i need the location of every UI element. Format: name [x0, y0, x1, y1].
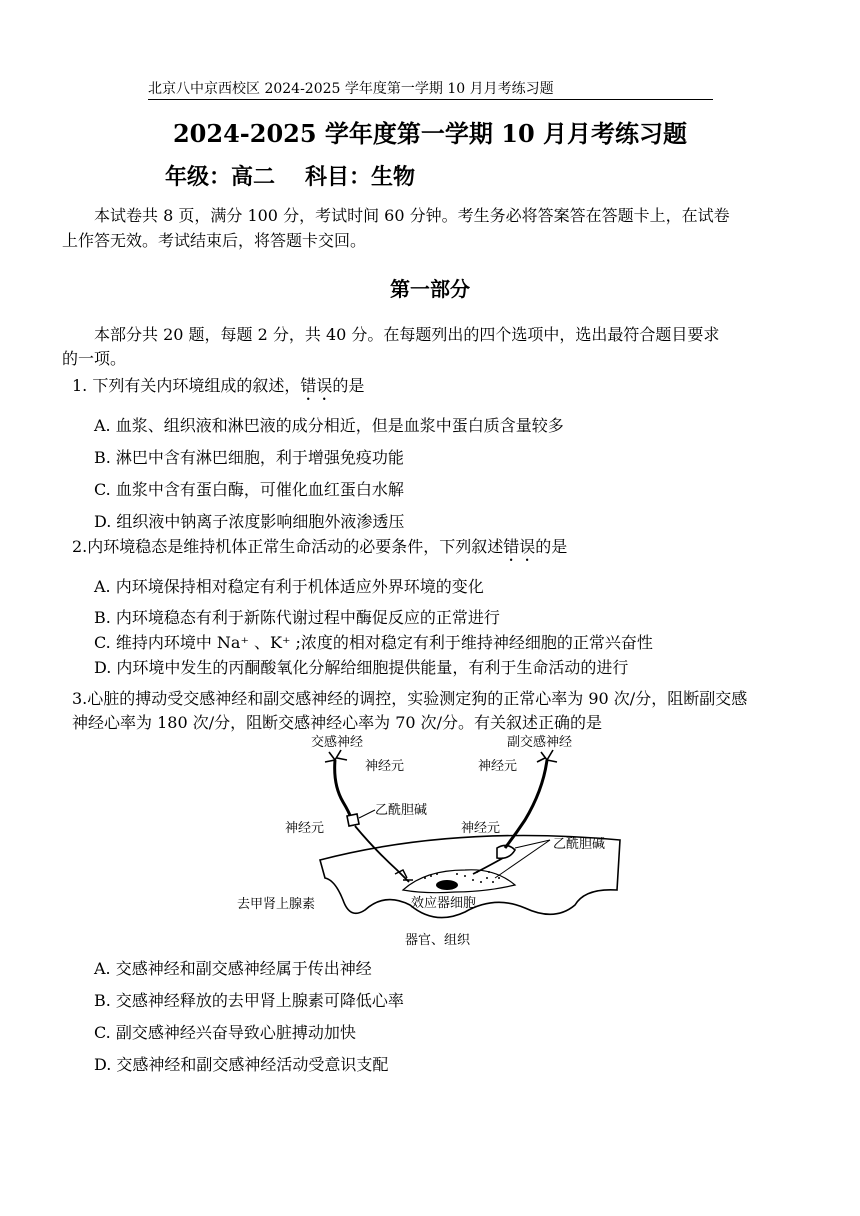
question-1-option-c: C. 血浆中含有蛋白酶，可催化血红蛋白水解	[94, 480, 404, 499]
label-neuron-mid-right: 神经元	[461, 821, 501, 836]
question-3-stem-line-1: 3.心脏的搏动受交感神经和副交感神经的调控，实验测定狗的正常心率为 90 次/分，阻断副交感	[72, 689, 748, 708]
question-3-option-d: D. 交感神经和副交感神经活动受意识支配	[94, 1055, 389, 1074]
question-1-stem: 1. 下列有关内环境组成的叙述，错误的是	[72, 376, 365, 395]
label-ach-left: 乙酰胆碱	[375, 803, 428, 818]
question-2-option-c: C. 维持内环境中 Na⁺ 、K⁺ ;浓度的相对稳定有利于维持神经细胞的正常兴奋性	[94, 633, 653, 652]
question-1-option-a: A. 血浆、组织液和淋巴液的成分相近，但是血浆中蛋白质含量较多	[94, 416, 564, 435]
grade-label: 年级：高二	[165, 164, 276, 190]
instructions-line-2: 上作答无效。考试结束后，将答题卡交回。	[62, 231, 367, 250]
label-organ-tissue: 器官、组织	[405, 933, 471, 948]
label-norepinephrine: 去甲肾上腺素	[237, 897, 316, 912]
subject-label: 科目：生物	[305, 164, 416, 190]
label-effector-cell: 效应器细胞	[411, 896, 477, 911]
sympathetic-postganglionic-axon	[355, 826, 409, 882]
question-3-option-c: C. 副交感神经兴奋导致心脏搏动加快	[94, 1023, 356, 1042]
label-parasympathetic: 副交感神经	[507, 735, 573, 750]
autonomic-nerve-diagram	[225, 730, 645, 952]
question-1-option-d: D. 组织液中钠离子浓度影响细胞外液渗透压	[94, 512, 405, 531]
question-2-option-b: B. 内环境稳态有利于新陈代谢过程中酶促反应的正常进行	[94, 608, 500, 627]
emphasis-mark: 错误	[503, 537, 536, 556]
question-3-option-b: B. 交感神经释放的去甲肾上腺素可降低心率	[94, 991, 404, 1010]
ganglion-synapse-left	[347, 814, 359, 826]
label-neuron-top-right: 神经元	[478, 759, 518, 774]
label-ach-right: 乙酰胆碱	[553, 837, 606, 852]
label-neuron-top-left: 神经元	[365, 759, 405, 774]
running-header: 北京八中京西校区 2024-2025 学年度第一学期 10 月月考练习题	[148, 78, 713, 100]
section-intro-line-2: 的一项。	[62, 349, 127, 368]
emphasis-mark: 错误	[300, 376, 333, 395]
instructions-line-1: 本试卷共 8 页，满分 100 分，考试时间 60 分钟。考生务必将答案答在答题卡上，在试卷	[94, 206, 730, 225]
question-2-option-a: A. 内环境保持相对稳定有利于机体适应外界环境的变化	[94, 577, 484, 596]
question-3-option-a: A. 交感神经和副交感神经属于传出神经	[94, 959, 372, 978]
exam-meta	[165, 160, 415, 191]
ach-left-pointer	[359, 810, 375, 818]
question-2-option-d: D. 内环境中发生的丙酮酸氧化分解给细胞提供能量，有利于生命活动的进行	[94, 658, 629, 677]
question-2-stem: 2.内环境稳态是维持机体正常生命活动的必要条件，下列叙述错误的是	[72, 537, 568, 556]
question-3-stem-line-2: 神经心率为 180 次/分，阻断交感神经心率为 70 次/分。有关叙述正确的是	[72, 713, 603, 732]
effector-cell	[403, 870, 515, 893]
section-intro-line-1: 本部分共 20 题，每题 2 分，共 40 分。在每题列出的四个选项中，选出最符合题目要求	[94, 325, 720, 344]
effector-cell-nucleus	[436, 880, 458, 890]
label-neuron-mid-left: 神经元	[285, 821, 325, 836]
sympathetic-preganglionic-axon	[335, 760, 351, 818]
question-1-option-b: B. 淋巴中含有淋巴细胞，利于增强免疫功能	[94, 448, 404, 467]
section-title: 第一部分	[390, 277, 470, 301]
exam-title: 2024-2025 学年度第一学期 10 月月考练习题	[172, 119, 688, 148]
label-sympathetic: 交感神经	[311, 735, 364, 750]
